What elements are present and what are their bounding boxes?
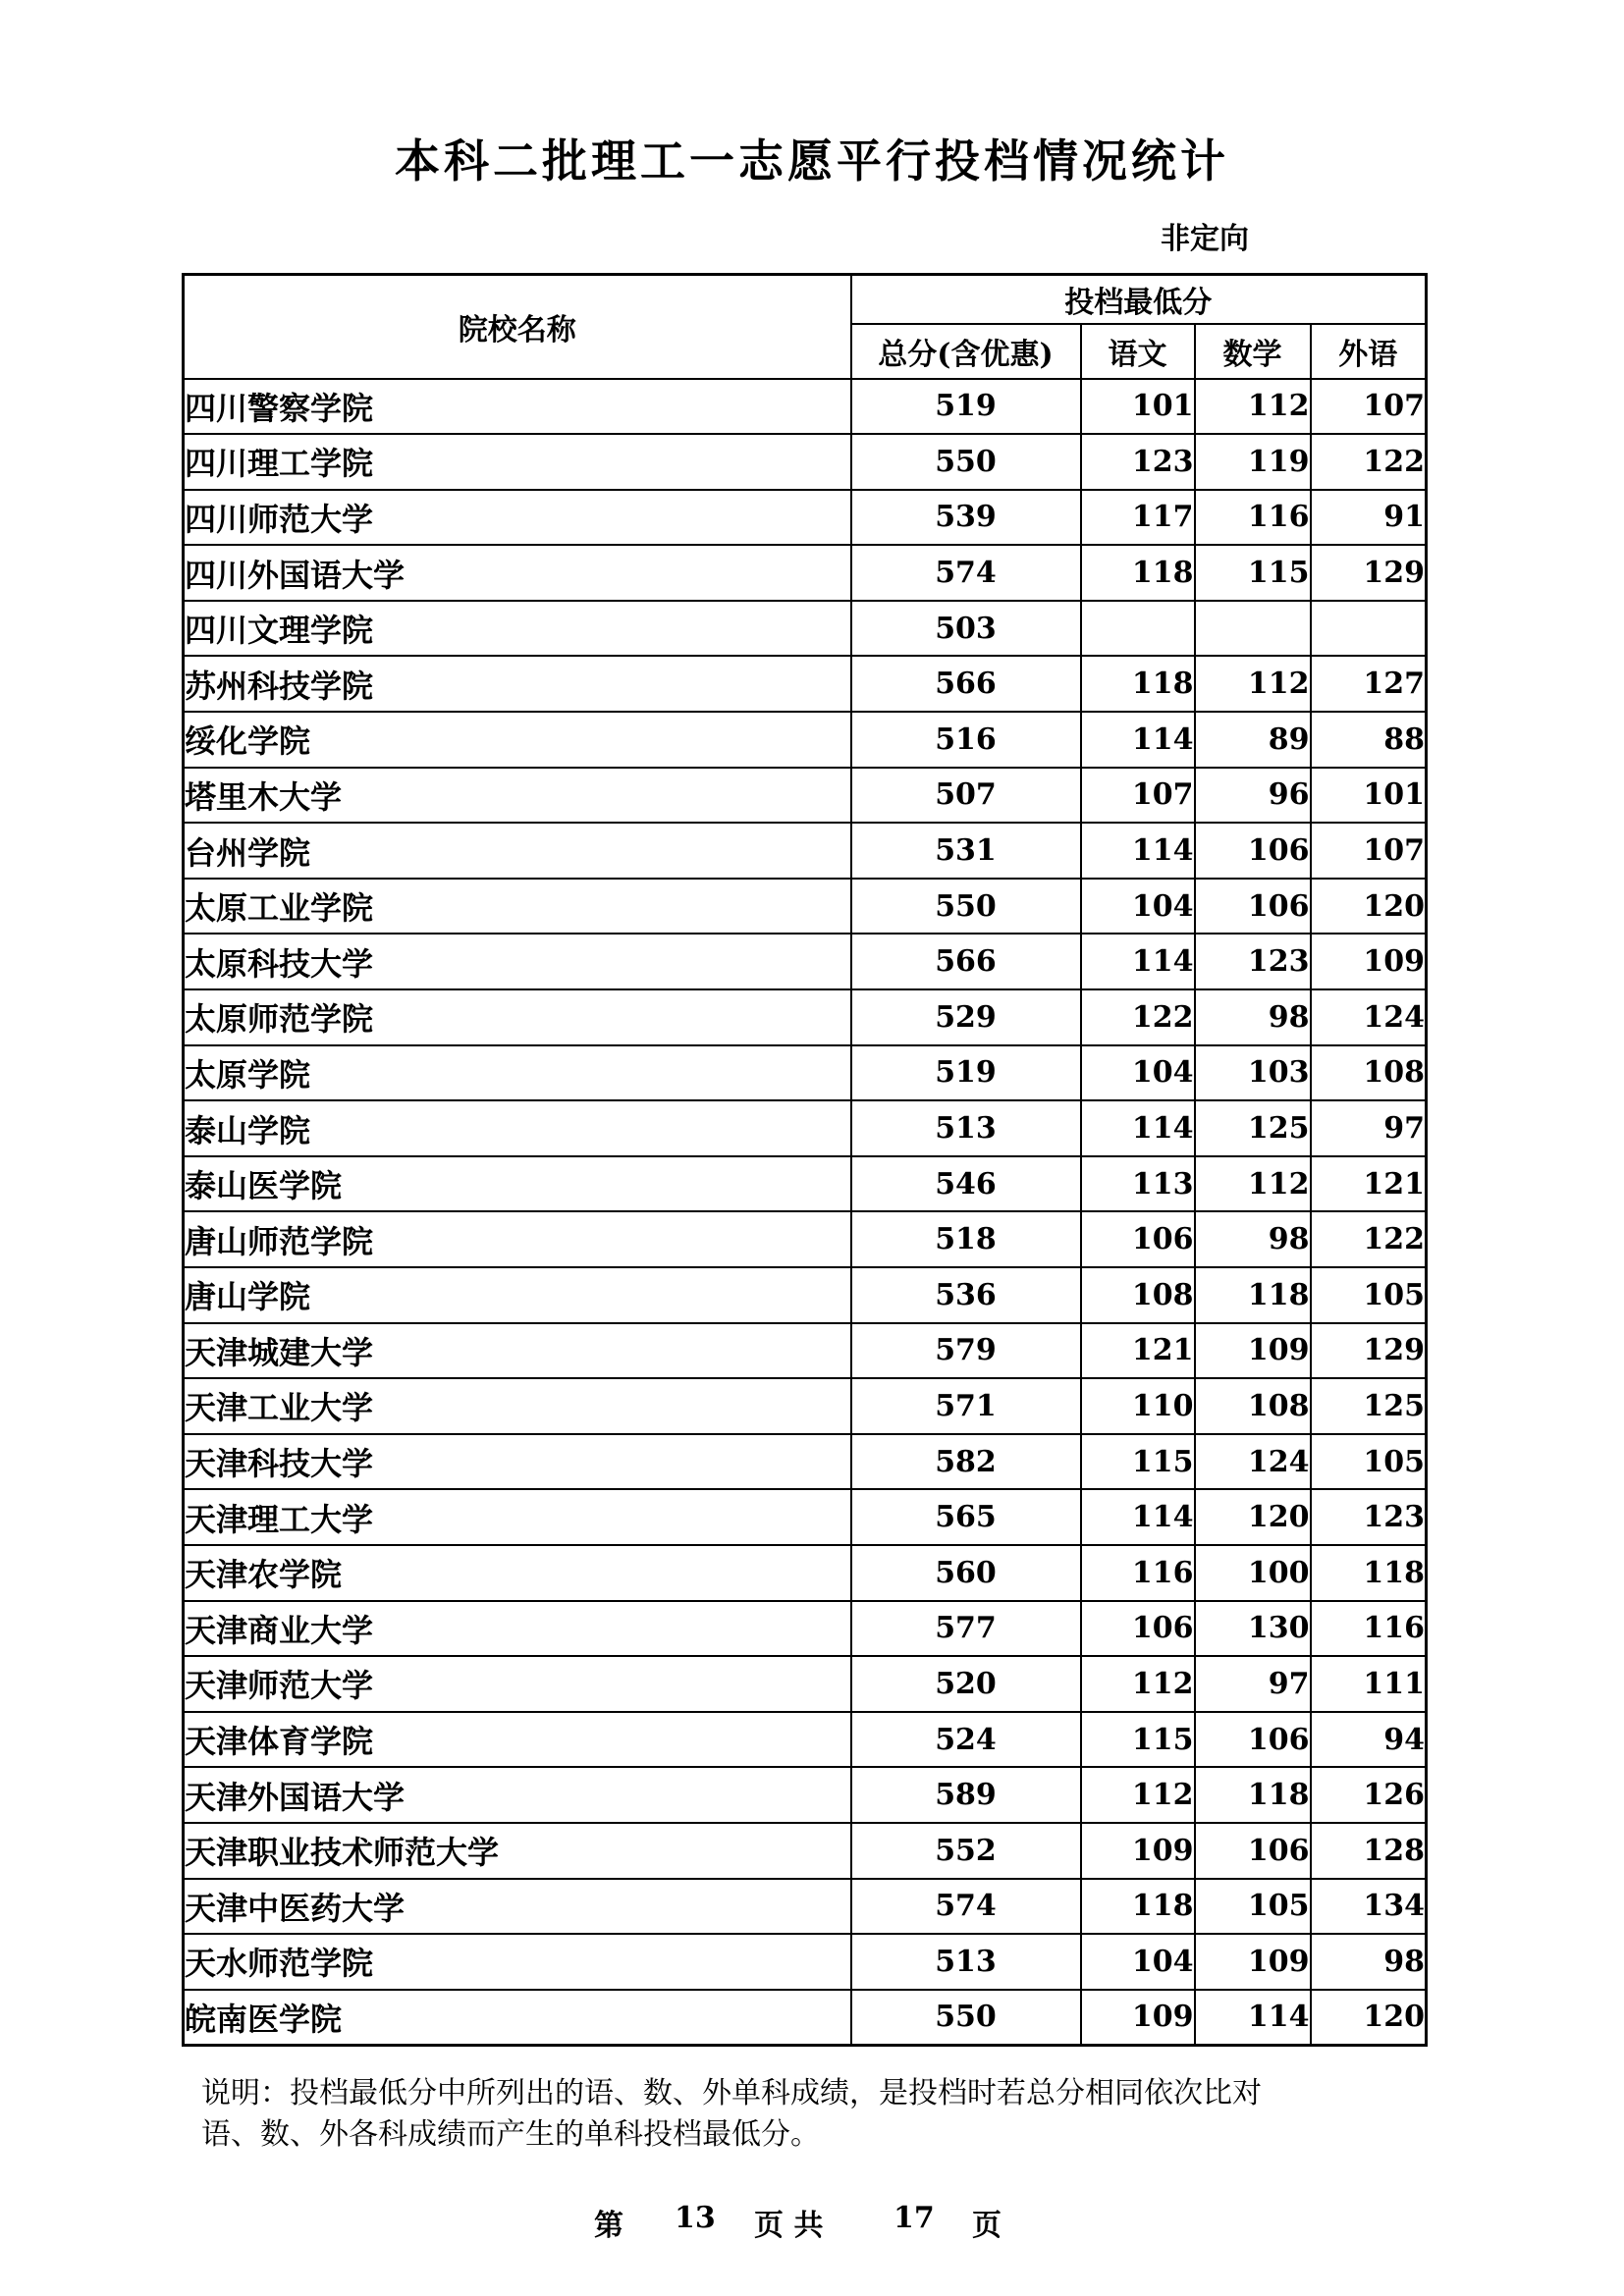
header-foreign-language: 外语 — [1311, 324, 1427, 379]
school-name-cell: 塔里木大学 — [184, 768, 851, 824]
table-row — [184, 545, 1427, 601]
table-row — [184, 434, 1427, 490]
school-name-cell: 皖南医学院 — [184, 1990, 851, 2046]
foreign-score-cell: 97 — [1311, 1100, 1427, 1156]
chinese-score-cell: 114 — [1081, 934, 1195, 989]
total-score-cell: 507 — [851, 768, 1081, 824]
math-score-cell: 103 — [1195, 1045, 1311, 1101]
school-name-cell: 唐山学院 — [184, 1267, 851, 1323]
school-name-cell: 天津外国语大学 — [184, 1767, 851, 1823]
foreign-score-cell: 121 — [1311, 1156, 1427, 1212]
table-row — [184, 934, 1427, 989]
math-score-cell: 106 — [1195, 1712, 1311, 1768]
chinese-score-cell: 104 — [1081, 1934, 1195, 1990]
chinese-score-cell: 109 — [1081, 1990, 1195, 2046]
foreign-score-cell: 129 — [1311, 545, 1427, 601]
foreign-score-cell: 94 — [1311, 1712, 1427, 1768]
school-name-cell: 泰山学院 — [184, 1100, 851, 1156]
school-name-cell: 天津中医药大学 — [184, 1879, 851, 1935]
total-score-cell: 546 — [851, 1156, 1081, 1212]
foreign-score-cell: 116 — [1311, 1601, 1427, 1657]
table-row — [184, 1211, 1427, 1267]
school-name-cell: 四川文理学院 — [184, 601, 851, 657]
foreign-score-cell: 118 — [1311, 1545, 1427, 1601]
table-row — [184, 1601, 1427, 1657]
page-title: 本科二批理工一志愿平行投档情况统计 — [395, 134, 1229, 187]
foreign-score-cell: 127 — [1311, 656, 1427, 712]
chinese-score-cell: 114 — [1081, 712, 1195, 768]
total-score-cell: 513 — [851, 1934, 1081, 1990]
total-score-cell: 579 — [851, 1323, 1081, 1379]
table-row — [184, 1934, 1427, 1990]
school-name-cell: 太原学院 — [184, 1045, 851, 1101]
chinese-score-cell: 118 — [1081, 656, 1195, 712]
chinese-score-cell: 112 — [1081, 1656, 1195, 1712]
school-name-cell: 四川外国语大学 — [184, 545, 851, 601]
school-name-cell: 唐山师范学院 — [184, 1211, 851, 1267]
chinese-score-cell: 115 — [1081, 1712, 1195, 1768]
math-score-cell: 98 — [1195, 989, 1311, 1045]
header-school-name: 院校名称 — [184, 275, 851, 379]
table-row — [184, 1656, 1427, 1712]
foreign-score-cell: 124 — [1311, 989, 1427, 1045]
footer-page-mid: 页 共 — [754, 2209, 824, 2243]
math-score-cell: 118 — [1195, 1767, 1311, 1823]
foreign-score-cell: 107 — [1311, 823, 1427, 879]
table-row — [184, 768, 1427, 824]
total-score-cell: 519 — [851, 379, 1081, 435]
total-score-cell: 520 — [851, 1656, 1081, 1712]
chinese-score-cell: 113 — [1081, 1156, 1195, 1212]
foreign-score-cell: 105 — [1311, 1267, 1427, 1323]
table-row — [184, 1378, 1427, 1434]
foreign-score-cell: 101 — [1311, 768, 1427, 824]
math-score-cell: 108 — [1195, 1378, 1311, 1434]
note-line: 语、数、外各科成绩而产生的单科投档最低分。 — [201, 2117, 820, 2152]
foreign-score-cell: 88 — [1311, 712, 1427, 768]
total-score-cell: 519 — [851, 1045, 1081, 1101]
math-score-cell: 106 — [1195, 879, 1311, 934]
foreign-score-cell: 91 — [1311, 490, 1427, 546]
chinese-score-cell: 118 — [1081, 1879, 1195, 1935]
total-score-cell: 513 — [851, 1100, 1081, 1156]
foreign-score-cell: 109 — [1311, 934, 1427, 989]
table-row — [184, 1879, 1427, 1935]
chinese-score-cell — [1081, 601, 1195, 657]
table-row — [184, 1767, 1427, 1823]
foreign-score-cell: 126 — [1311, 1767, 1427, 1823]
foreign-score-cell: 120 — [1311, 1990, 1427, 2046]
category-label: 非定向 — [1161, 222, 1249, 256]
total-score-cell: 566 — [851, 934, 1081, 989]
footer-page-total: 17 — [893, 2201, 935, 2235]
chinese-score-cell: 109 — [1081, 1823, 1195, 1879]
school-name-cell: 天津商业大学 — [184, 1601, 851, 1657]
foreign-score-cell: 111 — [1311, 1656, 1427, 1712]
total-score-cell: 574 — [851, 1879, 1081, 1935]
table-row — [184, 989, 1427, 1045]
math-score-cell: 120 — [1195, 1489, 1311, 1545]
table-row — [184, 1489, 1427, 1545]
foreign-score-cell: 125 — [1311, 1378, 1427, 1434]
chinese-score-cell: 110 — [1081, 1378, 1195, 1434]
school-name-cell: 绥化学院 — [184, 712, 851, 768]
total-score-cell: 531 — [851, 823, 1081, 879]
math-score-cell: 114 — [1195, 1990, 1311, 2046]
math-score-cell: 105 — [1195, 1879, 1311, 1935]
foreign-score-cell: 107 — [1311, 379, 1427, 435]
school-name-cell: 四川师范大学 — [184, 490, 851, 546]
math-score-cell: 109 — [1195, 1934, 1311, 1990]
math-score-cell: 130 — [1195, 1601, 1311, 1657]
table-row — [184, 1156, 1427, 1212]
table-row — [184, 823, 1427, 879]
chinese-score-cell: 107 — [1081, 768, 1195, 824]
foreign-score-cell: 122 — [1311, 1211, 1427, 1267]
total-score-cell: 529 — [851, 989, 1081, 1045]
foreign-score-cell: 128 — [1311, 1823, 1427, 1879]
school-name-cell: 四川理工学院 — [184, 434, 851, 490]
table-row — [184, 879, 1427, 934]
math-score-cell: 123 — [1195, 934, 1311, 989]
total-score-cell: 539 — [851, 490, 1081, 546]
math-score-cell: 119 — [1195, 434, 1311, 490]
total-score-cell: 550 — [851, 434, 1081, 490]
math-score-cell: 100 — [1195, 1545, 1311, 1601]
math-score-cell: 125 — [1195, 1100, 1311, 1156]
school-name-cell: 天津城建大学 — [184, 1323, 851, 1379]
school-name-cell: 天津工业大学 — [184, 1378, 851, 1434]
table-row — [184, 1712, 1427, 1768]
foreign-score-cell: 134 — [1311, 1879, 1427, 1935]
foreign-score-cell: 105 — [1311, 1434, 1427, 1490]
chinese-score-cell: 112 — [1081, 1767, 1195, 1823]
math-score-cell: 112 — [1195, 656, 1311, 712]
total-score-cell: 550 — [851, 879, 1081, 934]
table-row — [184, 1045, 1427, 1101]
footer-page-suffix: 页 — [972, 2209, 1001, 2243]
foreign-score-cell: 122 — [1311, 434, 1427, 490]
foreign-score-cell: 123 — [1311, 1489, 1427, 1545]
table-row — [184, 1545, 1427, 1601]
table-row — [184, 1823, 1427, 1879]
table-row — [184, 1100, 1427, 1156]
total-score-cell: 566 — [851, 656, 1081, 712]
header-min-score-group: 投档最低分 — [851, 275, 1427, 324]
table-row — [184, 490, 1427, 546]
chinese-score-cell: 115 — [1081, 1434, 1195, 1490]
table-row — [184, 712, 1427, 768]
math-score-cell: 106 — [1195, 823, 1311, 879]
total-score-cell: 503 — [851, 601, 1081, 657]
total-score-cell: 574 — [851, 545, 1081, 601]
school-name-cell: 天津职业技术师范大学 — [184, 1823, 851, 1879]
table-row — [184, 1323, 1427, 1379]
school-name-cell: 天津理工大学 — [184, 1489, 851, 1545]
header-math: 数学 — [1195, 324, 1311, 379]
table-header-row — [184, 275, 1427, 324]
school-name-cell: 台州学院 — [184, 823, 851, 879]
chinese-score-cell: 122 — [1081, 989, 1195, 1045]
foreign-score-cell: 108 — [1311, 1045, 1427, 1101]
total-score-cell: 516 — [851, 712, 1081, 768]
school-name-cell: 天水师范学院 — [184, 1934, 851, 1990]
school-name-cell: 苏州科技学院 — [184, 656, 851, 712]
school-name-cell: 泰山医学院 — [184, 1156, 851, 1212]
table-body — [184, 379, 1427, 2046]
math-score-cell: 116 — [1195, 490, 1311, 546]
total-score-cell: 577 — [851, 1601, 1081, 1657]
math-score-cell: 112 — [1195, 1156, 1311, 1212]
footer-page-prefix: 第 — [594, 2209, 623, 2243]
foreign-score-cell: 120 — [1311, 879, 1427, 934]
chinese-score-cell: 114 — [1081, 823, 1195, 879]
foreign-score-cell: 129 — [1311, 1323, 1427, 1379]
chinese-score-cell: 106 — [1081, 1601, 1195, 1657]
explanation-note — [201, 2073, 1419, 2156]
chinese-score-cell: 106 — [1081, 1211, 1195, 1267]
total-score-cell: 536 — [851, 1267, 1081, 1323]
chinese-score-cell: 121 — [1081, 1323, 1195, 1379]
foreign-score-cell — [1311, 601, 1427, 657]
total-score-cell: 524 — [851, 1712, 1081, 1768]
math-score-cell: 118 — [1195, 1267, 1311, 1323]
total-score-cell: 552 — [851, 1823, 1081, 1879]
chinese-score-cell: 101 — [1081, 379, 1195, 435]
chinese-score-cell: 104 — [1081, 1045, 1195, 1101]
note-line: 说明：投档最低分中所列出的语、数、外单科成绩，是投档时若总分相同依次比对 — [201, 2076, 1262, 2110]
chinese-score-cell: 104 — [1081, 879, 1195, 934]
school-name-cell: 天津科技大学 — [184, 1434, 851, 1490]
math-score-cell: 97 — [1195, 1656, 1311, 1712]
total-score-cell: 560 — [851, 1545, 1081, 1601]
math-score-cell: 109 — [1195, 1323, 1311, 1379]
math-score-cell: 96 — [1195, 768, 1311, 824]
chinese-score-cell: 114 — [1081, 1489, 1195, 1545]
chinese-score-cell: 114 — [1081, 1100, 1195, 1156]
math-score-cell: 98 — [1195, 1211, 1311, 1267]
chinese-score-cell: 118 — [1081, 545, 1195, 601]
school-name-cell: 天津师范大学 — [184, 1656, 851, 1712]
table-row — [184, 601, 1427, 657]
math-score-cell: 112 — [1195, 379, 1311, 435]
footer-page-number: 13 — [675, 2201, 716, 2235]
math-score-cell: 89 — [1195, 712, 1311, 768]
table-row — [184, 1990, 1427, 2046]
school-name-cell: 太原师范学院 — [184, 989, 851, 1045]
table-row — [184, 379, 1427, 435]
chinese-score-cell: 108 — [1081, 1267, 1195, 1323]
total-score-cell: 518 — [851, 1211, 1081, 1267]
school-name-cell: 天津体育学院 — [184, 1712, 851, 1768]
chinese-score-cell: 123 — [1081, 434, 1195, 490]
foreign-score-cell: 98 — [1311, 1934, 1427, 1990]
total-score-cell: 565 — [851, 1489, 1081, 1545]
school-name-cell: 太原科技大学 — [184, 934, 851, 989]
table-row — [184, 1267, 1427, 1323]
header-total-score: 总分(含优惠) — [851, 324, 1081, 379]
school-name-cell: 太原工业学院 — [184, 879, 851, 934]
math-score-cell: 124 — [1195, 1434, 1311, 1490]
chinese-score-cell: 116 — [1081, 1545, 1195, 1601]
math-score-cell — [1195, 601, 1311, 657]
school-name-cell: 天津农学院 — [184, 1545, 851, 1601]
total-score-cell: 589 — [851, 1767, 1081, 1823]
header-chinese: 语文 — [1081, 324, 1195, 379]
chinese-score-cell: 117 — [1081, 490, 1195, 546]
math-score-cell: 115 — [1195, 545, 1311, 601]
total-score-cell: 582 — [851, 1434, 1081, 1490]
table-row — [184, 1434, 1427, 1490]
total-score-cell: 550 — [851, 1990, 1081, 2046]
total-score-cell: 571 — [851, 1378, 1081, 1434]
school-name-cell: 四川警察学院 — [184, 379, 851, 435]
table-row — [184, 656, 1427, 712]
math-score-cell: 106 — [1195, 1823, 1311, 1879]
admission-score-table — [182, 273, 1428, 2047]
